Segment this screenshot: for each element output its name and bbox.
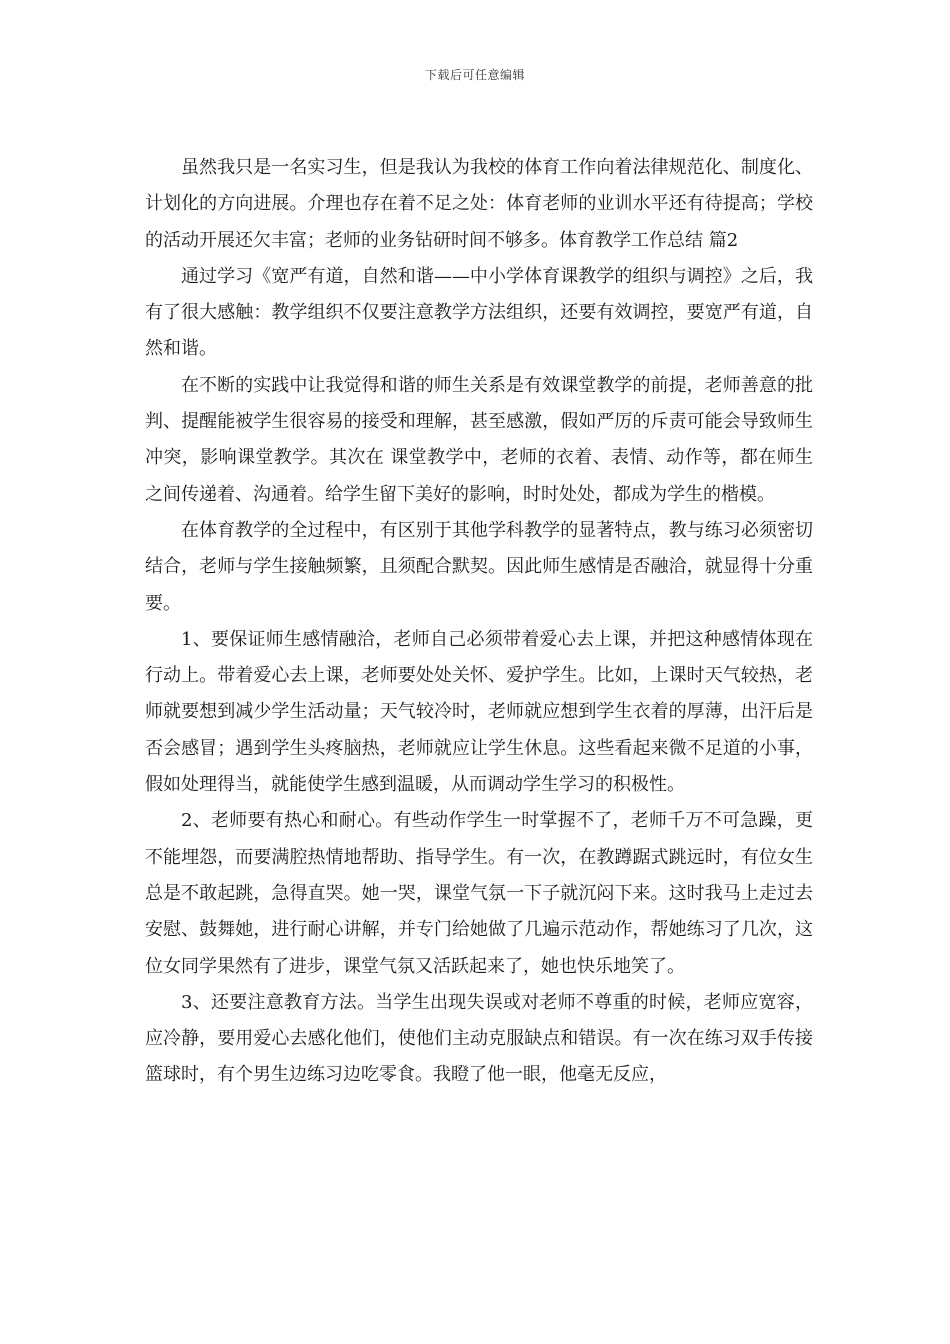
paragraph-3: 在不断的实践中让我觉得和谐的师生关系是有效课堂教学的前提，老师善意的批判、提醒能被学生很容易的接受和理解，甚至感激，假如严厉的斥责可能会导致师生冲突，影响课堂教学。其次在 课堂教学中，老师的衣着、表情、动作等，都在师生之间传递着、沟通着。给学生留下美好的影响，时时处处，都成为学生的楷模。	[145, 374, 813, 505]
paragraph-7: 3、还要注意教育方法。当学生出现失误或对老师不尊重的时候，老师应宽容，应冷静，要用爱心去感化他们，使他们主动克服缺点和错误。有一次在练习双手传接篮球时，有个男生边练习边吃零食。我瞪了他一眼，他毫无反应，	[145, 991, 813, 1086]
paragraph-1: 虽然我只是一名实习生，但是我认为我校的体育工作向着法律规范化、制度化、计划化的方向进展。介理也存在着不足之处：体育老师的业训水平还有待提高；学校的活动开展还欠丰富；老师的业务钻研时间不够多。体育教学工作总结 篇2	[145, 157, 813, 251]
page-header-note: 下载后可任意编辑	[424, 68, 525, 82]
paragraph-4: 在体育教学的全过程中，有区别于其他学科教学的显著特点，教与练习必须密切结合，老师与学生接触频繁，且须配合默契。因此师生感情是否融洽，就显得十分重要。	[145, 519, 813, 614]
document-body	[145, 150, 813, 1094]
paragraph-6: 2、老师要有热心和耐心。有些动作学生一时掌握不了，老师千万不可急躁，更不能埋怨，而要满腔热情地帮助、指导学生。有一次，在教蹲踞式跳远时，有位女生总是不敢起跳，急得直哭。她一哭，课堂气氛一下子就沉闷下来。这时我马上走过去安慰、鼓舞她，进行耐心讲解，并专门给她做了几遍示范动作，帮她练习了几次，这位女同学果然有了进步，课堂气氛又活跃起来了，她也快乐地笑了。	[145, 810, 813, 977]
paragraph-5: 1、要保证师生感情融洽，老师自己必须带着爱心去上课，并把这种感情体现在行动上。带着爱心去上课，老师要处处关怀、爱护学生。比如，上课时天气较热，老师就要想到减少学生活动量；天气较冷时，老师就应想到学生衣着的厚薄，出汗后是否会感冒；遇到学生头疼脑热，老师就应让学生休息。这些看起来微不足道的小事，假如处理得当，就能使学生感到温暖，从而调动学生学习的积极性。	[145, 628, 813, 796]
paragraph-2: 通过学习《宽严有道，自然和谐——中小学体育课教学的组织与调控》之后，我有了很大感触：教学组织不仅要注意教学方法组织，还要有效调控，要宽严有道，自然和谐。	[145, 265, 813, 360]
